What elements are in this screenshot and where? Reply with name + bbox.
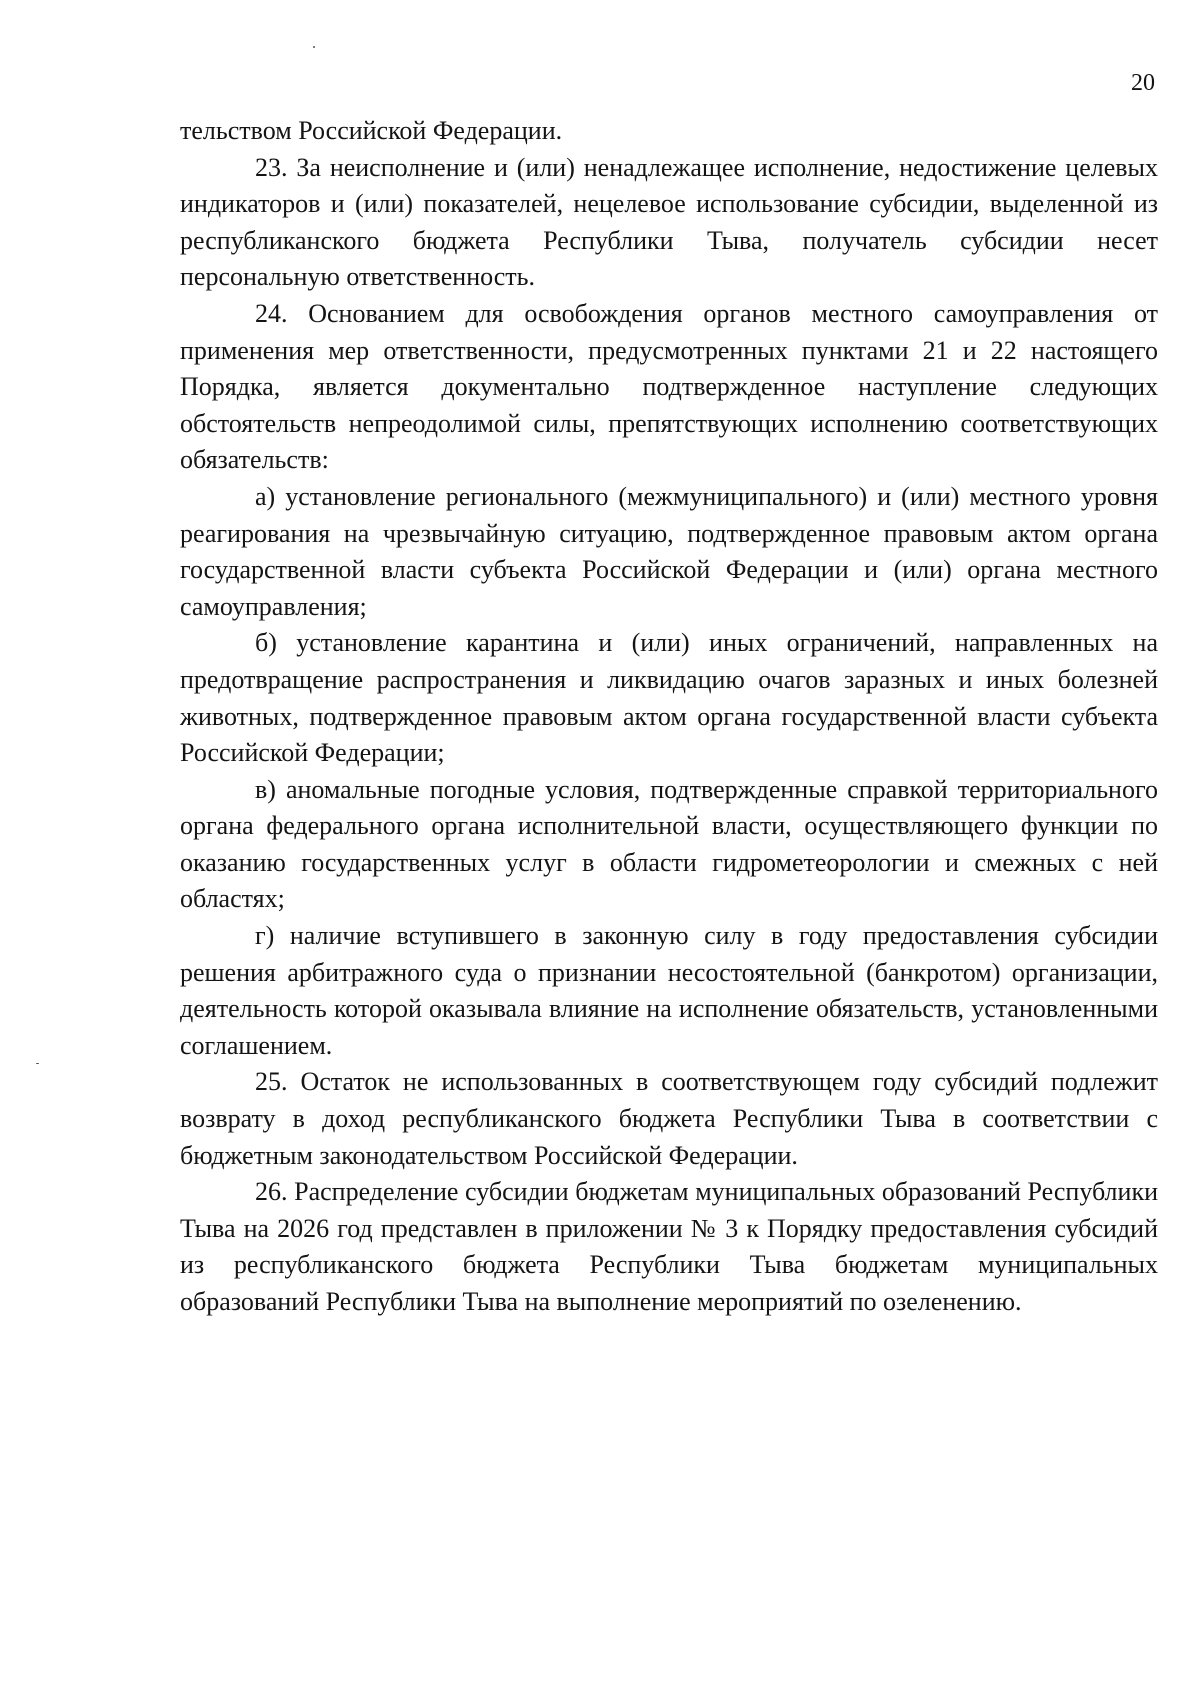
scan-speck [36,1063,39,1064]
paragraph-continuation: тельством Российской Федерации. [180,116,563,145]
paragraph-24-b: б) установление карантина и (или) иных ограничений, направленных на предотвращение распространения и ликвидацию очагов заразных и иных болезней животных, подтвержденное правовым актом органа государственной власти субъекта Российской Федерации; [180,628,1158,768]
paragraph-24: 24. Основанием для освобождения органов местного самоуправления от применения мер ответственности, предусмотренных пунктами 21 и 22 настоящего Порядка, является документально подтвержденное наступление следующих обстоятельств непреодолимой силы, препятствующих исполнению соответствующих обязательств: [180,298,1158,475]
paragraph-24-g: г) наличие вступившего в законную силу в году предоставления субсидии решения арбитражного суда о признании несостоятельной (банкротом) организации, деятельность которой оказывала влияние на исполнение обязательств, установленными соглашением. [180,921,1158,1060]
paragraph-24-a: а) установление регионального (межмуниципального) и (или) местного уровня реагирования на чрезвычайную ситуацию, подтвержденное правовым актом органа государственной власти субъекта Российской Федерации и (или) органа местного самоуправления; [180,481,1158,621]
page-number: 20 [1131,70,1155,96]
paragraph-25: 25. Остаток не использованных в соответствующем году субсидий подлежит возврату в доход республиканского бюджета Республики Тыва в соответствии с бюджетным законодательством Российской Федерации. [180,1067,1158,1170]
document-body [180,113,1158,1321]
paragraph-23: 23. За неисполнение и (или) ненадлежащее исполнение, недостижение целевых индикаторов и (или) показателей, нецелевое использование субсидии, выделенной из республиканского бюджета Республики Тыва, получатель субсидии несет персональную ответственность. [180,152,1158,292]
paragraph-24-v: в) аномальные погодные условия, подтвержденные справкой территориального органа федерального органа исполнительной власти, осуществляющего функции по оказанию государственных услуг в области гидрометеорологии и смежных с ней областях; [180,774,1158,914]
scan-speck [313,46,315,48]
paragraph-26: 26. Распределение субсидии бюджетам муниципальных образований Республики Тыва на 2026 год представлен в приложении № 3 к Порядку предоставления субсидий из республиканского бюджета Республики Тыва бюджетам муниципальных образований Республики Тыва на выполнение мероприятий по озеленению. [180,1177,1158,1316]
